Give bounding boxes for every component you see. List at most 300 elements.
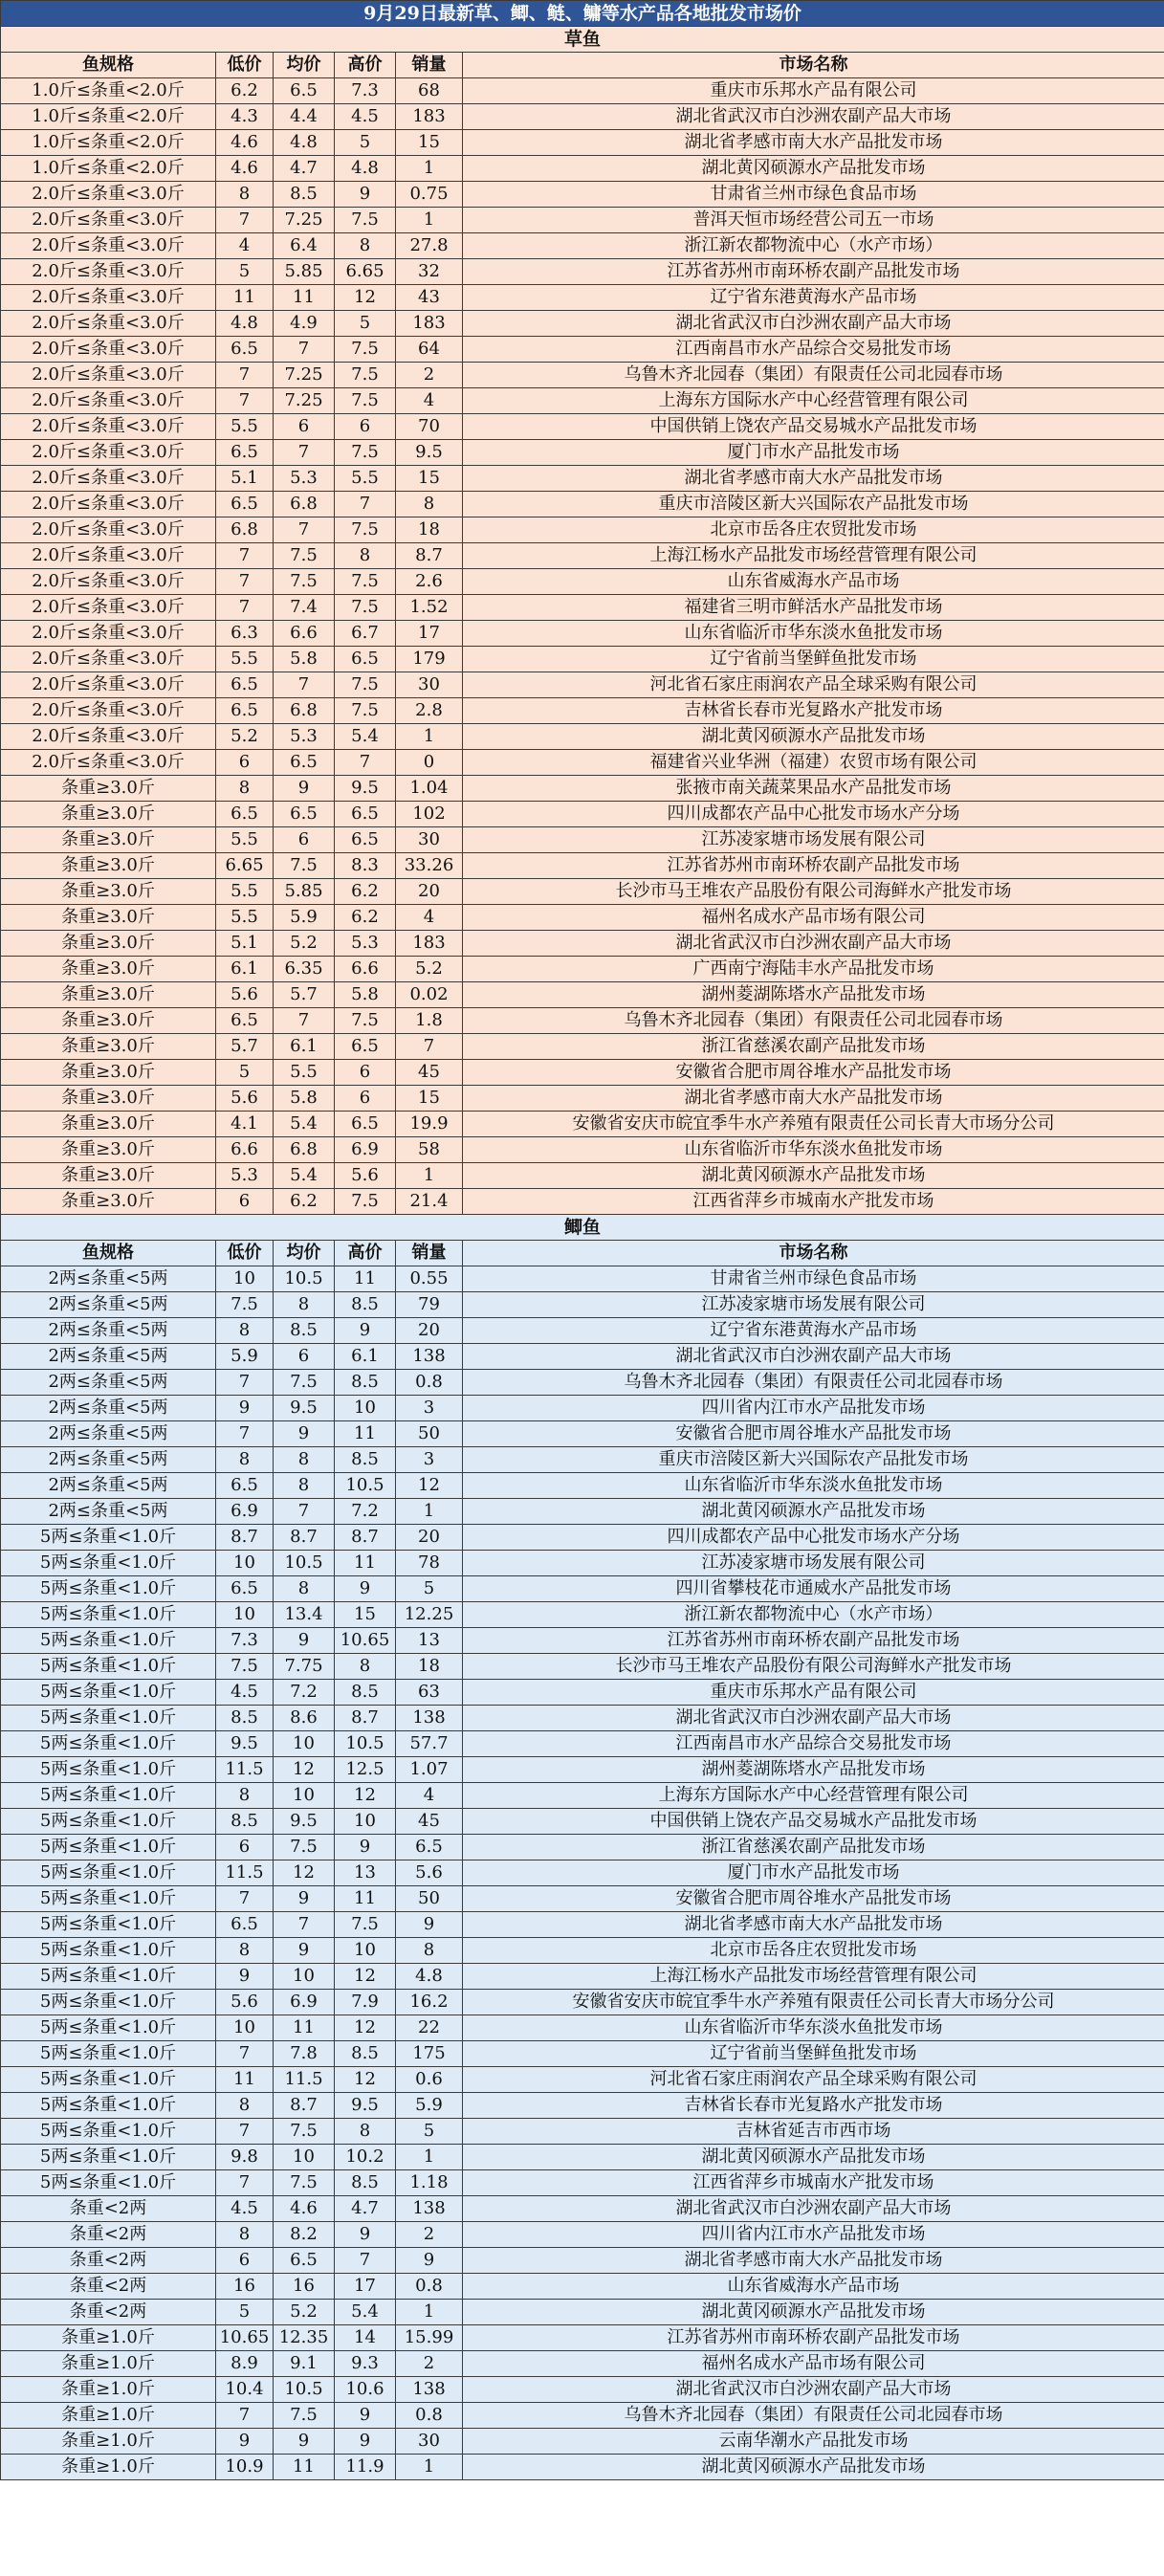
volume-cell: 1.52 [396, 595, 463, 621]
section-row [1, 1215, 1164, 1241]
low-price-cell: 8.9 [216, 2351, 274, 2377]
volume-cell: 2 [396, 363, 463, 388]
avg-price-cell: 6.1 [274, 1034, 335, 1060]
volume-cell: 5 [396, 2119, 463, 2145]
table-row [1, 78, 1164, 104]
spec-cell: 5两≤条重<1.0斤 [1, 1938, 216, 1964]
low-price-cell: 5.5 [216, 827, 274, 853]
avg-price-cell: 7.5 [274, 543, 335, 569]
low-price-cell: 7.3 [216, 1628, 274, 1654]
low-price-cell: 7 [216, 2170, 274, 2196]
low-price-cell: 4 [216, 233, 274, 259]
avg-price-cell: 5.9 [274, 905, 335, 931]
table-row [1, 1112, 1164, 1137]
volume-cell: 183 [396, 931, 463, 957]
low-price-cell: 6.2 [216, 78, 274, 104]
volume-cell: 0.75 [396, 182, 463, 208]
table-row [1, 2222, 1164, 2248]
avg-price-cell: 13.4 [274, 1602, 335, 1628]
volume-cell: 6.5 [396, 1835, 463, 1860]
volume-cell: 8 [396, 1938, 463, 1964]
spec-cell: 2两≤条重<5两 [1, 1318, 216, 1344]
high-price-cell: 7.5 [335, 569, 396, 595]
avg-price-cell: 7.25 [274, 388, 335, 414]
volume-cell: 15 [396, 130, 463, 156]
market-name-cell: 浙江省慈溪农副产品批发市场 [463, 1034, 1164, 1060]
market-name-cell: 江苏省苏州市南环桥农副产品批发市场 [463, 1628, 1164, 1654]
page-title: 9月29日最新草、鲫、鲢、鳙等水产品各地批发市场价 [1, 1, 1164, 27]
high-price-cell: 15 [335, 1602, 396, 1628]
avg-price-cell: 7 [274, 672, 335, 698]
spec-cell: 条重≥3.0斤 [1, 776, 216, 802]
high-price-cell: 6.2 [335, 879, 396, 905]
low-price-cell: 6.5 [216, 440, 274, 466]
low-price-cell: 5.5 [216, 879, 274, 905]
high-price-cell: 7.5 [335, 363, 396, 388]
high-price-cell: 11 [335, 1266, 396, 1292]
volume-cell: 43 [396, 285, 463, 311]
market-name-cell: 厦门市水产品批发市场 [463, 440, 1164, 466]
volume-cell: 1 [396, 1163, 463, 1189]
volume-cell: 12 [396, 1473, 463, 1499]
section-title: 草鱼 [1, 27, 1164, 53]
market-name-cell: 安徽省安庆市皖宜季牛水产养殖有限责任公司长青大市场分公司 [463, 1990, 1164, 2015]
table-row [1, 853, 1164, 879]
volume-cell: 1 [396, 208, 463, 233]
low-price-cell: 7 [216, 543, 274, 569]
volume-cell: 7 [396, 1034, 463, 1060]
market-name-cell: 安徽省合肥市周谷堆水产品批发市场 [463, 1886, 1164, 1912]
volume-cell: 5.9 [396, 2093, 463, 2119]
volume-cell: 18 [396, 517, 463, 543]
spec-cell: 2.0斤≤条重<3.0斤 [1, 724, 216, 750]
low-price-cell: 8 [216, 182, 274, 208]
table-row [1, 2274, 1164, 2300]
high-price-cell: 7.5 [335, 672, 396, 698]
high-price-cell: 11 [335, 1421, 396, 1447]
market-name-cell: 福建省兴业华洲（福建）农贸市场有限公司 [463, 750, 1164, 776]
table-row [1, 543, 1164, 569]
high-price-cell: 8.5 [335, 1370, 396, 1396]
high-price-cell: 10.5 [335, 1473, 396, 1499]
avg-price-cell: 9.5 [274, 1809, 335, 1835]
market-name-cell: 江苏省苏州市南环桥农副产品批发市场 [463, 2325, 1164, 2351]
market-name-cell: 江苏省苏州市南环桥农副产品批发市场 [463, 853, 1164, 879]
low-price-cell: 10 [216, 1551, 274, 1576]
volume-cell: 50 [396, 1421, 463, 1447]
table-row [1, 1344, 1164, 1370]
low-price-cell: 9.5 [216, 1731, 274, 1757]
low-price-cell: 4.8 [216, 311, 274, 337]
volume-cell: 1 [396, 2455, 463, 2480]
spec-cell: 2.0斤≤条重<3.0斤 [1, 466, 216, 492]
low-price-cell: 16 [216, 2274, 274, 2300]
volume-cell: 19.9 [396, 1112, 463, 1137]
avg-price-cell: 4.4 [274, 104, 335, 130]
spec-cell: 5两≤条重<1.0斤 [1, 1964, 216, 1990]
avg-price-cell: 9 [274, 1628, 335, 1654]
market-name-cell: 上海江杨水产品批发市场经营管理有限公司 [463, 1964, 1164, 1990]
spec-cell: 5两≤条重<1.0斤 [1, 1602, 216, 1628]
table-row [1, 2325, 1164, 2351]
high-price-cell: 8 [335, 2119, 396, 2145]
market-name-cell: 重庆市乐邦水产品有限公司 [463, 78, 1164, 104]
low-price-cell: 6.5 [216, 1473, 274, 1499]
high-price-cell: 5 [335, 311, 396, 337]
low-price-cell: 8.5 [216, 1706, 274, 1731]
low-price-cell: 6.5 [216, 1008, 274, 1034]
market-name-cell: 辽宁省东港黄海水产品市场 [463, 1318, 1164, 1344]
avg-price-cell: 7.8 [274, 2041, 335, 2067]
avg-price-cell: 7.4 [274, 595, 335, 621]
high-price-cell: 5.4 [335, 724, 396, 750]
volume-cell: 1 [396, 724, 463, 750]
market-name-cell: 乌鲁木齐北园春（集团）有限责任公司北园春市场 [463, 1370, 1164, 1396]
table-row [1, 2429, 1164, 2455]
spec-cell: 条重≥1.0斤 [1, 2403, 216, 2429]
avg-price-cell: 9.5 [274, 1396, 335, 1421]
avg-price-cell: 5.3 [274, 724, 335, 750]
table-row [1, 1189, 1164, 1215]
high-price-cell: 10.5 [335, 1731, 396, 1757]
market-name-cell: 江西省萍乡市城南水产批发市场 [463, 1189, 1164, 1215]
spec-cell: 条重≥1.0斤 [1, 2351, 216, 2377]
table-row [1, 1447, 1164, 1473]
high-price-cell: 6.5 [335, 827, 396, 853]
market-name-cell: 乌鲁木齐北园春（集团）有限责任公司北园春市场 [463, 363, 1164, 388]
high-price-cell: 11.9 [335, 2455, 396, 2480]
avg-price-cell: 8.7 [274, 1525, 335, 1551]
high-price-cell: 6 [335, 414, 396, 440]
low-price-cell: 6.6 [216, 1137, 274, 1163]
avg-price-cell: 6.5 [274, 802, 335, 827]
high-price-cell: 8.7 [335, 1525, 396, 1551]
table-row [1, 672, 1164, 698]
market-name-cell: 四川省内江市水产品批发市场 [463, 2222, 1164, 2248]
volume-cell: 138 [396, 2377, 463, 2403]
spec-cell: 2.0斤≤条重<3.0斤 [1, 388, 216, 414]
spec-cell: 2.0斤≤条重<3.0斤 [1, 208, 216, 233]
high-price-cell: 7.3 [335, 78, 396, 104]
market-name-cell: 吉林省长春市光复路水产批发市场 [463, 2093, 1164, 2119]
spec-cell: 2.0斤≤条重<3.0斤 [1, 337, 216, 363]
avg-price-cell: 6 [274, 827, 335, 853]
volume-cell: 183 [396, 104, 463, 130]
high-price-cell: 10 [335, 1396, 396, 1421]
high-price-cell: 6.5 [335, 1112, 396, 1137]
low-price-cell: 11 [216, 285, 274, 311]
volume-cell: 57.7 [396, 1731, 463, 1757]
volume-cell: 18 [396, 1654, 463, 1680]
volume-cell: 1.04 [396, 776, 463, 802]
market-name-cell: 辽宁省前当堡鲜鱼批发市场 [463, 647, 1164, 672]
volume-cell: 0.8 [396, 2274, 463, 2300]
market-name-cell: 湖北黄冈硕源水产品批发市场 [463, 2145, 1164, 2170]
table-row [1, 1757, 1164, 1783]
high-price-cell: 7.5 [335, 517, 396, 543]
table-row [1, 492, 1164, 517]
market-name-cell: 辽宁省东港黄海水产品市场 [463, 285, 1164, 311]
low-price-cell: 11.5 [216, 1757, 274, 1783]
avg-price-cell: 8 [274, 1576, 335, 1602]
low-price-cell: 10.65 [216, 2325, 274, 2351]
avg-price-cell: 7.5 [274, 1835, 335, 1860]
market-name-cell: 普洱天恒市场经营公司五一市场 [463, 208, 1164, 233]
high-price-cell: 4.7 [335, 2196, 396, 2222]
spec-cell: 5两≤条重<1.0斤 [1, 1525, 216, 1551]
avg-price-cell: 5.85 [274, 879, 335, 905]
table-row [1, 595, 1164, 621]
volume-cell: 4.8 [396, 1964, 463, 1990]
avg-price-cell: 10.5 [274, 1266, 335, 1292]
spec-cell: 5两≤条重<1.0斤 [1, 1860, 216, 1886]
market-name-cell: 湖北省武汉市白沙洲农副产品大市场 [463, 2196, 1164, 2222]
table-row [1, 2351, 1164, 2377]
avg-price-cell: 9 [274, 2429, 335, 2455]
high-price-cell: 9 [335, 1318, 396, 1344]
market-name-cell: 浙江新农都物流中心（水产市场） [463, 1602, 1164, 1628]
market-name-cell: 安徽省合肥市周谷堆水产品批发市场 [463, 1421, 1164, 1447]
volume-cell: 12.25 [396, 1602, 463, 1628]
avg-price-cell: 5.8 [274, 647, 335, 672]
table-row [1, 905, 1164, 931]
market-name-cell: 湖北黄冈硕源水产品批发市场 [463, 156, 1164, 182]
spec-cell: 条重≥3.0斤 [1, 931, 216, 957]
table-row [1, 1266, 1164, 1292]
spec-cell: 2.0斤≤条重<3.0斤 [1, 182, 216, 208]
volume-cell: 21.4 [396, 1189, 463, 1215]
market-name-cell: 江苏凌家塘市场发展有限公司 [463, 827, 1164, 853]
low-price-cell: 8 [216, 1783, 274, 1809]
table-row [1, 1912, 1164, 1938]
header-volume: 销量 [396, 1241, 463, 1266]
table-row [1, 2067, 1164, 2093]
table-row [1, 1576, 1164, 1602]
title-row [1, 1, 1164, 27]
volume-cell: 63 [396, 1680, 463, 1706]
high-price-cell: 10.65 [335, 1628, 396, 1654]
high-price-cell: 12 [335, 1783, 396, 1809]
low-price-cell: 6 [216, 1835, 274, 1860]
low-price-cell: 6.3 [216, 621, 274, 647]
volume-cell: 0.6 [396, 2067, 463, 2093]
table-row [1, 776, 1164, 802]
spec-cell: 条重≥1.0斤 [1, 2455, 216, 2480]
table-row [1, 879, 1164, 905]
spec-cell: 条重≥3.0斤 [1, 827, 216, 853]
spec-cell: 条重<2两 [1, 2196, 216, 2222]
low-price-cell: 4.5 [216, 1680, 274, 1706]
high-price-cell: 9 [335, 2403, 396, 2429]
low-price-cell: 7 [216, 569, 274, 595]
header-high-price: 高价 [335, 1241, 396, 1266]
avg-price-cell: 11 [274, 285, 335, 311]
spec-cell: 条重≥3.0斤 [1, 802, 216, 827]
volume-cell: 1 [396, 2145, 463, 2170]
spec-cell: 2.0斤≤条重<3.0斤 [1, 621, 216, 647]
low-price-cell: 10 [216, 1602, 274, 1628]
low-price-cell: 6.5 [216, 492, 274, 517]
header-row [1, 53, 1164, 78]
low-price-cell: 7 [216, 208, 274, 233]
high-price-cell: 5.6 [335, 1163, 396, 1189]
high-price-cell: 6.9 [335, 1137, 396, 1163]
spec-cell: 2两≤条重<5两 [1, 1499, 216, 1525]
header-low-price: 低价 [216, 53, 274, 78]
spec-cell: 条重≥3.0斤 [1, 879, 216, 905]
spec-cell: 5两≤条重<1.0斤 [1, 2145, 216, 2170]
spec-cell: 2.0斤≤条重<3.0斤 [1, 569, 216, 595]
low-price-cell: 5.5 [216, 647, 274, 672]
high-price-cell: 4.5 [335, 104, 396, 130]
market-name-cell: 湖北黄冈硕源水产品批发市场 [463, 1163, 1164, 1189]
high-price-cell: 6.7 [335, 621, 396, 647]
volume-cell: 15 [396, 1086, 463, 1112]
spec-cell: 5两≤条重<1.0斤 [1, 2015, 216, 2041]
spec-cell: 条重≥3.0斤 [1, 1086, 216, 1112]
spec-cell: 2两≤条重<5两 [1, 1421, 216, 1447]
spec-cell: 5两≤条重<1.0斤 [1, 1757, 216, 1783]
high-price-cell: 10.6 [335, 2377, 396, 2403]
spec-cell: 2.0斤≤条重<3.0斤 [1, 285, 216, 311]
table-row [1, 569, 1164, 595]
avg-price-cell: 12 [274, 1757, 335, 1783]
table-row [1, 1421, 1164, 1447]
spec-cell: 条重<2两 [1, 2248, 216, 2274]
avg-price-cell: 9 [274, 1886, 335, 1912]
table-row [1, 1654, 1164, 1680]
spec-cell: 2.0斤≤条重<3.0斤 [1, 517, 216, 543]
low-price-cell: 7 [216, 2403, 274, 2429]
market-name-cell: 山东省临沂市华东淡水鱼批发市场 [463, 1473, 1164, 1499]
high-price-cell: 6.5 [335, 802, 396, 827]
market-name-cell: 云南华潮水产品批发市场 [463, 2429, 1164, 2455]
avg-price-cell: 12 [274, 1860, 335, 1886]
high-price-cell: 12 [335, 2067, 396, 2093]
low-price-cell: 4.6 [216, 130, 274, 156]
market-name-cell: 福建省三明市鲜活水产品批发市场 [463, 595, 1164, 621]
avg-price-cell: 11 [274, 2455, 335, 2480]
spec-cell: 条重≥3.0斤 [1, 1163, 216, 1189]
volume-cell: 30 [396, 827, 463, 853]
volume-cell: 138 [396, 2196, 463, 2222]
table-row [1, 1964, 1164, 1990]
spec-cell: 2.0斤≤条重<3.0斤 [1, 543, 216, 569]
market-name-cell: 湖北省孝感市南大水产品批发市场 [463, 2248, 1164, 2274]
high-price-cell: 9.3 [335, 2351, 396, 2377]
market-name-cell: 浙江省慈溪农副产品批发市场 [463, 1835, 1164, 1860]
high-price-cell: 7.5 [335, 1912, 396, 1938]
table-row [1, 156, 1164, 182]
market-name-cell: 福州名成水产品市场有限公司 [463, 905, 1164, 931]
avg-price-cell: 5.4 [274, 1112, 335, 1137]
low-price-cell: 6.5 [216, 672, 274, 698]
spec-cell: 2两≤条重<5两 [1, 1473, 216, 1499]
high-price-cell: 7.5 [335, 595, 396, 621]
table-row [1, 1499, 1164, 1525]
avg-price-cell: 6.5 [274, 2248, 335, 2274]
avg-price-cell: 10 [274, 2145, 335, 2170]
volume-cell: 2 [396, 2222, 463, 2248]
market-name-cell: 湖北省武汉市白沙洲农副产品大市场 [463, 2377, 1164, 2403]
high-price-cell: 10 [335, 1938, 396, 1964]
avg-price-cell: 5.85 [274, 259, 335, 285]
volume-cell: 13 [396, 1628, 463, 1654]
high-price-cell: 8.7 [335, 1706, 396, 1731]
spec-cell: 2.0斤≤条重<3.0斤 [1, 259, 216, 285]
table-row [1, 2455, 1164, 2480]
header-market-name: 市场名称 [463, 1241, 1164, 1266]
avg-price-cell: 10 [274, 1964, 335, 1990]
market-name-cell: 湖州菱湖陈塔水产品批发市场 [463, 1757, 1164, 1783]
low-price-cell: 6.1 [216, 957, 274, 982]
table-row [1, 1292, 1164, 1318]
spec-cell: 5两≤条重<1.0斤 [1, 1576, 216, 1602]
table-row [1, 2119, 1164, 2145]
avg-price-cell: 10 [274, 1731, 335, 1757]
avg-price-cell: 10 [274, 1783, 335, 1809]
table-row [1, 647, 1164, 672]
table-row [1, 1525, 1164, 1551]
spec-cell: 条重≥3.0斤 [1, 982, 216, 1008]
spec-cell: 5两≤条重<1.0斤 [1, 1912, 216, 1938]
low-price-cell: 6.5 [216, 337, 274, 363]
table-row [1, 2248, 1164, 2274]
low-price-cell: 8.5 [216, 1809, 274, 1835]
spec-cell: 5两≤条重<1.0斤 [1, 1990, 216, 2015]
avg-price-cell: 9 [274, 1421, 335, 1447]
high-price-cell: 9.5 [335, 2093, 396, 2119]
volume-cell: 78 [396, 1551, 463, 1576]
volume-cell: 9.5 [396, 440, 463, 466]
table-row [1, 2093, 1164, 2119]
table-row [1, 1163, 1164, 1189]
market-name-cell: 湖北省孝感市南大水产品批发市场 [463, 1086, 1164, 1112]
avg-price-cell: 7.5 [274, 569, 335, 595]
market-name-cell: 吉林省长春市光复路水产批发市场 [463, 698, 1164, 724]
low-price-cell: 5.1 [216, 931, 274, 957]
low-price-cell: 11 [216, 2067, 274, 2093]
market-name-cell: 乌鲁木齐北园春（集团）有限责任公司北园春市场 [463, 1008, 1164, 1034]
market-name-cell: 湖北省孝感市南大水产品批发市场 [463, 466, 1164, 492]
avg-price-cell: 6 [274, 414, 335, 440]
avg-price-cell: 6 [274, 1344, 335, 1370]
high-price-cell: 5.5 [335, 466, 396, 492]
table-row [1, 1370, 1164, 1396]
high-price-cell: 12 [335, 285, 396, 311]
high-price-cell: 7.5 [335, 337, 396, 363]
spec-cell: 2.0斤≤条重<3.0斤 [1, 233, 216, 259]
high-price-cell: 6.2 [335, 905, 396, 931]
table-row [1, 1990, 1164, 2015]
volume-cell: 68 [396, 78, 463, 104]
table-row [1, 2377, 1164, 2403]
table-row [1, 1318, 1164, 1344]
low-price-cell: 5.5 [216, 414, 274, 440]
high-price-cell: 8 [335, 543, 396, 569]
market-name-cell: 吉林省延吉市西市场 [463, 2119, 1164, 2145]
market-name-cell: 湖北省武汉市白沙洲农副产品大市场 [463, 311, 1164, 337]
table-row [1, 440, 1164, 466]
spec-cell: 5两≤条重<1.0斤 [1, 2041, 216, 2067]
spec-cell: 2.0斤≤条重<3.0斤 [1, 440, 216, 466]
low-price-cell: 9 [216, 1396, 274, 1421]
table-row [1, 1628, 1164, 1654]
avg-price-cell: 7.5 [274, 853, 335, 879]
avg-price-cell: 8.7 [274, 2093, 335, 2119]
table-row [1, 1809, 1164, 1835]
volume-cell: 0 [396, 750, 463, 776]
